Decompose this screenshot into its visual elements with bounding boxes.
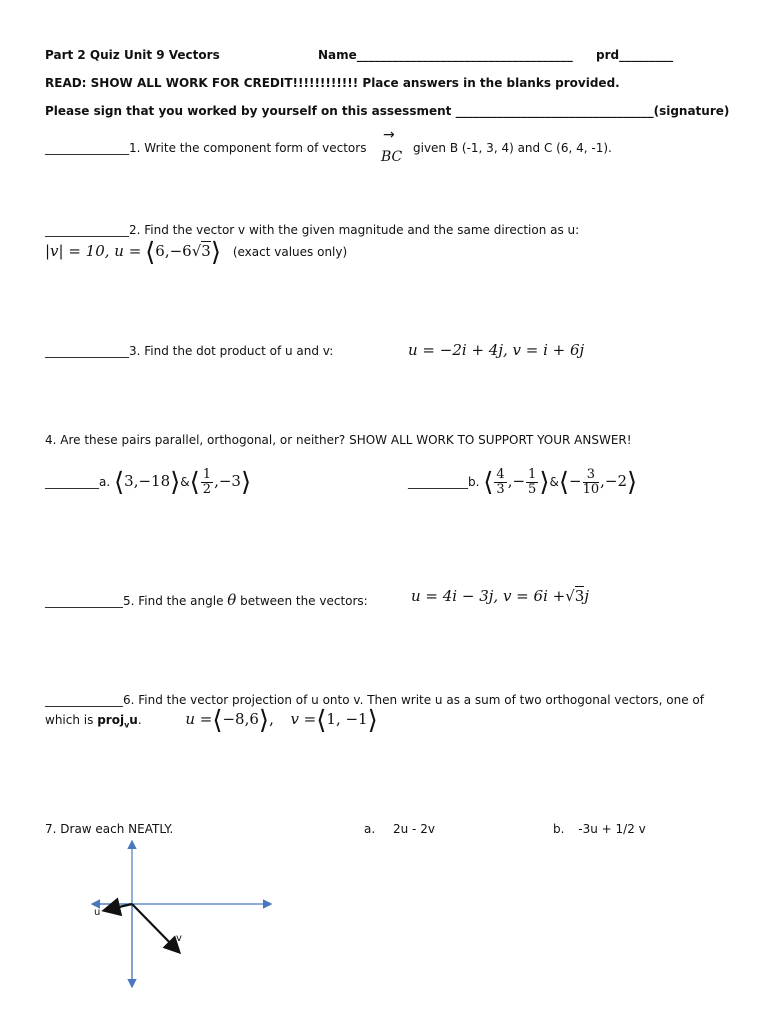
q4a-answer-blank[interactable]: _________ — [45, 475, 99, 489]
q3-answer-blank[interactable]: ______________ — [45, 344, 129, 358]
q6-v-value: 1, −1 — [326, 710, 368, 728]
q1-answer-blank[interactable]: ______________ — [45, 141, 129, 155]
q4b-amp: & — [549, 475, 559, 489]
quiz-title: Part 2 Quiz Unit 9 Vectors — [45, 48, 220, 62]
vector-u-arrow — [106, 904, 132, 910]
q6-u-label: u = — [185, 710, 213, 728]
q6-v-label: v = — [290, 710, 317, 728]
q5-j: j — [584, 587, 589, 605]
q4a: _________a. ⟨3,−18⟩&⟨ $\frac{1}{2}$ ,−3⟩ — [45, 467, 252, 498]
q7a-label: a. — [364, 822, 376, 836]
q6-text: 6. Find the vector projection of u onto v. Then write u as a sum of two orthogonal vectors, one of — [123, 693, 704, 707]
q2-vec-a: 6, — [155, 242, 170, 260]
vector-bc: BC — [381, 149, 403, 165]
q5-radicand: 3 — [574, 587, 585, 605]
q2-magnitude: |v| = 10, u = — [45, 242, 142, 260]
q2-answer-blank[interactable]: ______________ — [45, 223, 129, 237]
prd-blank: _________ — [619, 48, 674, 62]
q1-text: 1. Write the component form of vectors — [129, 141, 367, 155]
signature-label: (signature) — [653, 104, 730, 118]
name-label: Name — [318, 48, 357, 62]
question-4: 4. Are these pairs parallel, orthogonal, or neither? SHOW ALL WORK TO SUPPORT YOUR ANSWER! — [45, 433, 632, 447]
q4b-frac-1: $\frac{4}{3}$ — [496, 467, 505, 497]
q6-line-2: which is proj$_v$u. u =⟨−8,6⟩, v =⟨1, −1⟩ — [45, 705, 378, 736]
q5-answer-blank[interactable]: _____________ — [45, 594, 123, 608]
q4b: __________b. ⟨ $\frac{4}{3}$ ,− $\frac{1}{5}$ ⟩&⟨− $\frac{3}{10}$ ,−2⟩ — [408, 467, 638, 498]
q2-expression: |v| = 10, u = ⟨6,−6√3⟩ (exact values only) — [45, 237, 348, 268]
q5-text-2: between the vectors: — [240, 594, 368, 608]
q2-radicand: 3 — [201, 242, 211, 260]
signature-instruction: Please sign that you worked by yourself on this assessment — [45, 104, 452, 118]
q4a-v1: 3,−18 — [124, 472, 171, 490]
q4a-label: a. — [99, 475, 111, 489]
q5-expr: u = 4i − 3j, v = 6i + — [411, 587, 566, 605]
q4a-tail: ,−3 — [214, 472, 241, 490]
q4b-frac-2: $\frac{1}{5}$ — [528, 467, 537, 497]
q4b-answer-blank[interactable]: __________ — [408, 475, 468, 489]
q6-u-value: −8,6 — [222, 710, 259, 728]
q2-vec-b: −6 — [169, 242, 192, 260]
q5-expression: u = 4i − 3j, v = 6i +√3j — [411, 587, 589, 605]
q4b-label: b. — [468, 475, 480, 489]
q7b-expression: -3u + 1/2 v — [578, 822, 646, 836]
q1-given: given B (-1, 3, 4) and C (6, 4, -1). — [413, 141, 612, 155]
q4b-frac-3: $\frac{3}{10}$ — [582, 467, 600, 497]
vector-v-arrow — [132, 904, 178, 951]
prd-label: prd — [596, 48, 620, 62]
signature-blank: _________________________________ — [455, 104, 654, 118]
q7a-expression: 2u - 2v — [393, 822, 435, 836]
q2-text: 2. Find the vector v with the given magnitude and the same direction as u: — [129, 223, 580, 237]
theta-symbol: θ — [227, 591, 237, 609]
q4b-tail: ,−2 — [600, 472, 628, 490]
vector-v-label: v — [176, 933, 182, 944]
q3-text: 3. Find the dot product of u and v: — [129, 344, 334, 358]
q4b-lead: − — [569, 472, 582, 490]
name-blank: ____________________________________ — [356, 48, 573, 62]
q6-which-is: which is — [45, 713, 94, 727]
q3-expression: u = −2i + 4j, v = i + 6j — [408, 341, 585, 359]
question-7: 7. Draw each NEATLY. — [45, 822, 174, 836]
q2-note: (exact values only) — [232, 245, 348, 259]
q4a-amp: & — [180, 475, 190, 489]
q4a-fraction: $\frac{1}{2}$ — [202, 467, 212, 497]
q6-answer-blank[interactable]: _____________ — [45, 693, 123, 707]
vector-arrow: → — [383, 127, 395, 143]
read-instructions: READ: SHOW ALL WORK FOR CREDIT!!!!!!!!!!!! Place answers in the blanks provided. — [45, 76, 620, 90]
q6-proj: proj$_v$u — [97, 713, 138, 730]
q4b-sep: ,− — [507, 472, 526, 490]
q7b-label: b. — [553, 822, 565, 836]
vector-u-label: u — [94, 907, 101, 918]
q5-text: 5. Find the angle — [123, 594, 224, 608]
